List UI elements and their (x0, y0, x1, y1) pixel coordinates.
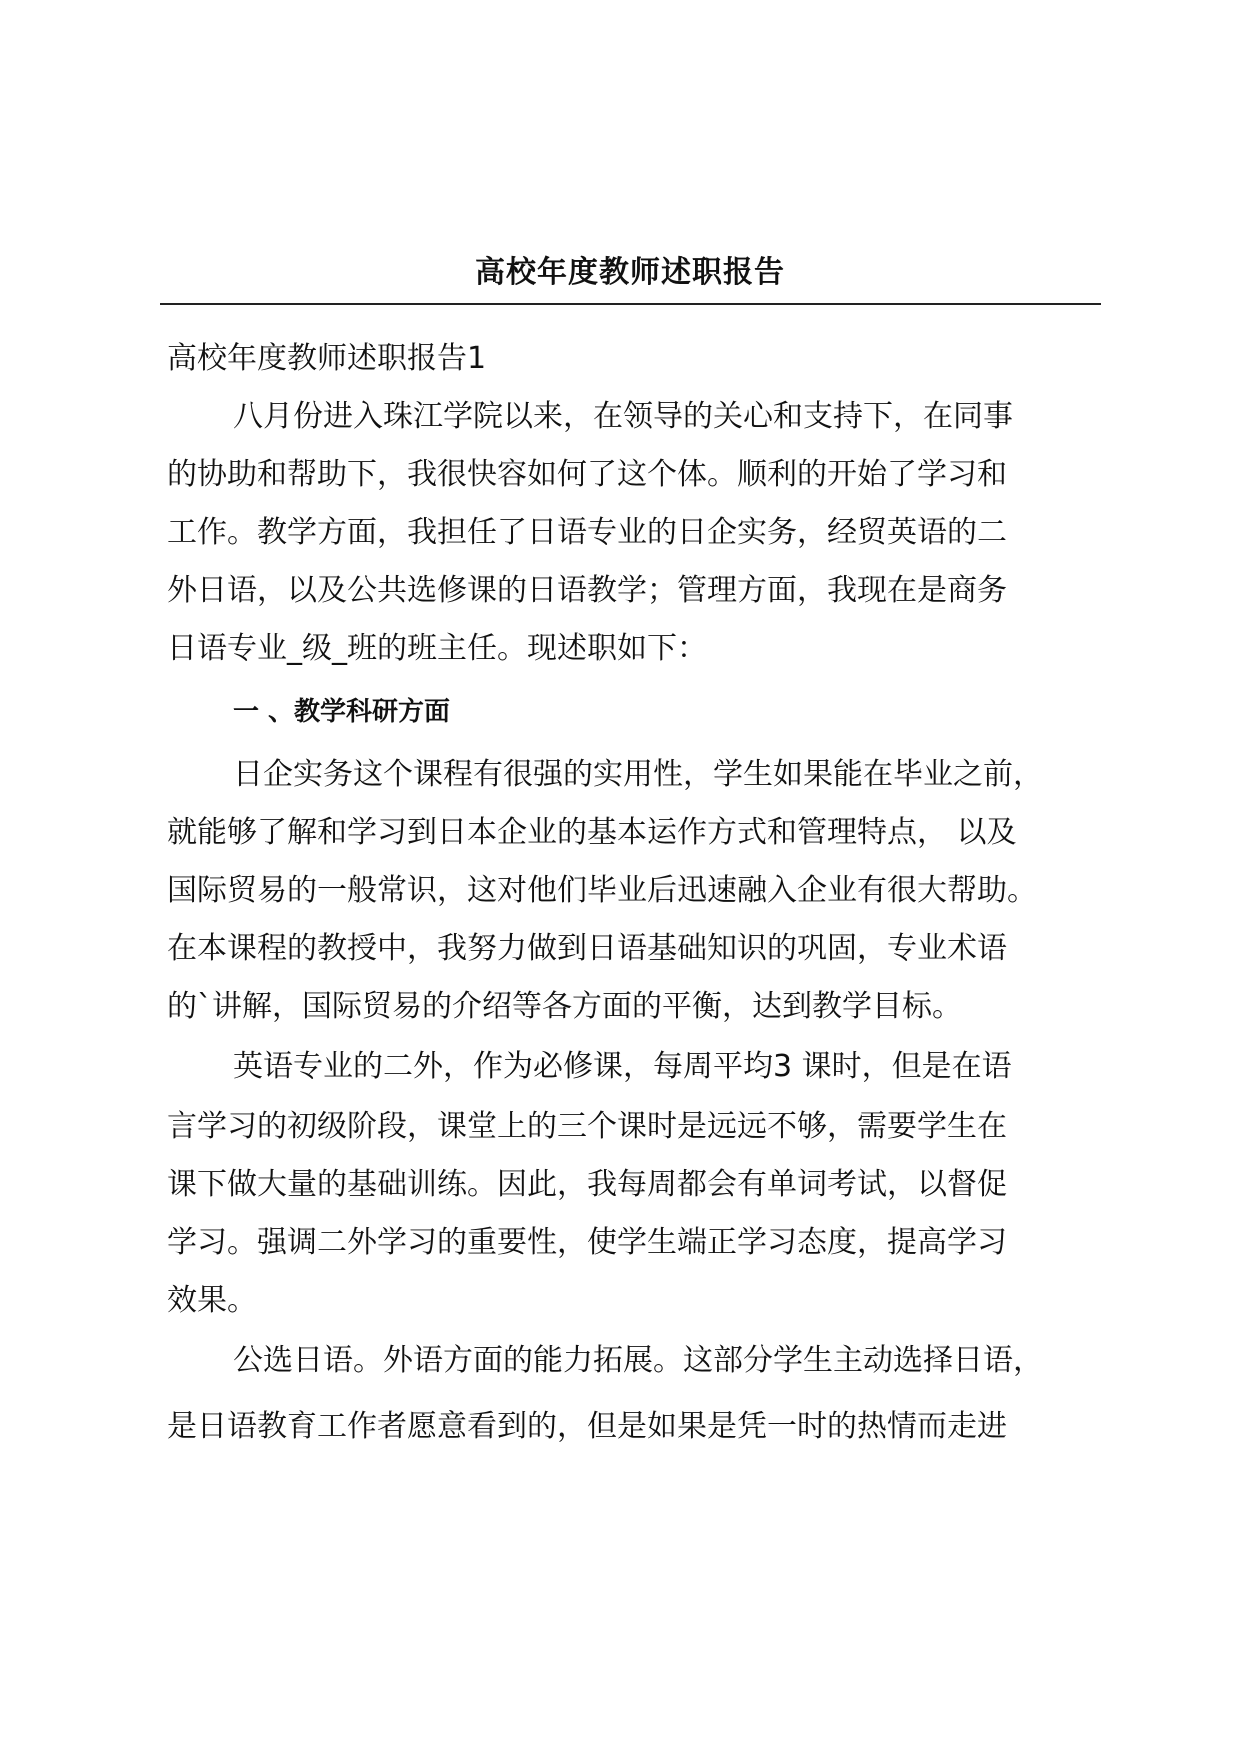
paragraph-line: 的`讲解，国际贸易的介绍等各方面的平衡，达到教学目标。 (167, 989, 962, 1024)
paragraph-line: 日语专业_级_班的班主任。现述职如下： (167, 631, 707, 666)
paragraph-line: 的协助和帮助下，我很快容如何了这个体。顺利的开始了学习和 (167, 457, 1007, 492)
paragraph-line: 是日语教育工作者愿意看到的，但是如果是凭一时的热情而走进 (167, 1409, 1007, 1444)
paragraph (167, 1036, 1097, 1330)
paragraph (167, 1330, 1097, 1462)
paragraph-line: 公选日语。外语方面的能力拓展。这部分学生主动选择日语， (233, 1343, 1043, 1378)
paragraph-line: 工作。教学方面，我担任了日语专业的日企实务，经贸英语的二 (167, 515, 1007, 550)
section-heading: 一 、教学科研方面 (233, 697, 451, 727)
document-title: 高校年度教师述职报告 (475, 255, 785, 290)
paragraph-line: 效果。 (167, 1283, 257, 1318)
title-underline (160, 303, 1101, 305)
paragraph-line: 日企实务这个课程有很强的实用性，学生如果能在毕业之前， (233, 757, 1043, 792)
paragraph (167, 746, 1097, 1036)
paragraph (167, 388, 1097, 678)
paragraph-line: 课下做大量的基础训练。因此，我每周都会有单词考试，以督促 (167, 1167, 1007, 1202)
paragraph-line: 在本课程的教授中，我努力做到日语基础知识的巩固，专业术语 (167, 931, 1007, 966)
paragraph-line: 英语专业的二外，作为必修课，每周平均3 课时，但是在语 (233, 1049, 1012, 1084)
paragraph-line: 言学习的初级阶段，课堂上的三个课时是远远不够，需要学生在 (167, 1109, 1007, 1144)
paragraph-line: 就能够了解和学习到日本企业的基本运作方式和管理特点， 以及 (167, 815, 1017, 850)
document-body (167, 330, 1097, 1462)
paragraph-line: 学习。强调二外学习的重要性，使学生端正学习态度，提高学习 (167, 1225, 1007, 1260)
paragraph-line: 八月份进入珠江学院以来，在领导的关心和支持下，在同事 (233, 399, 1013, 434)
report-subtitle: 高校年度教师述职报告1 (167, 341, 487, 376)
paragraph-line: 国际贸易的一般常识，这对他们毕业后迅速融入企业有很大帮助。 (167, 873, 1037, 908)
paragraph-line: 外日语，以及公共选修课的日语教学；管理方面，我现在是商务 (167, 573, 1007, 608)
